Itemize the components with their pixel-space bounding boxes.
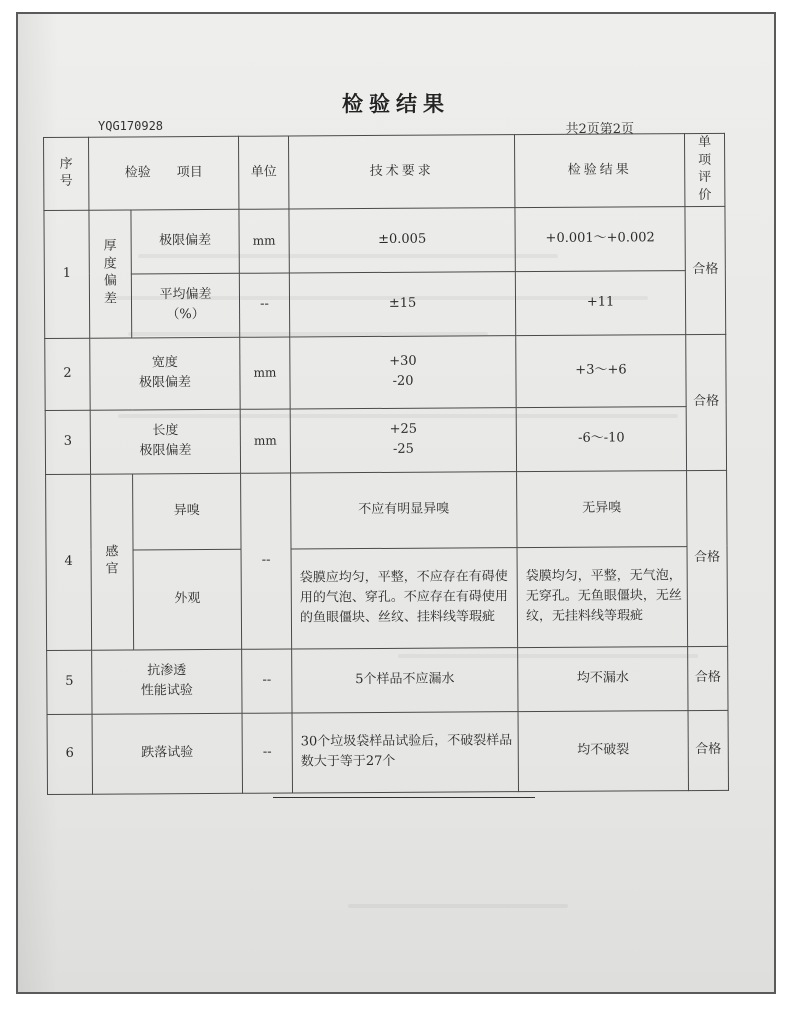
- header-requirement: 技术要求: [289, 135, 515, 209]
- table-row: [47, 710, 728, 794]
- row-5-evaluation: 合格: [688, 646, 728, 710]
- header-no: 序号: [44, 137, 89, 210]
- table-row: [46, 546, 728, 650]
- row-4b-result: 袋膜均匀，平整，无气泡，无穿孔。无鱼眼僵块，无丝纹，无挂料线等瑕疵: [517, 546, 688, 647]
- document-title: 检验结果: [342, 91, 450, 116]
- row-4-unit: --: [241, 473, 292, 649]
- row-3-unit: mm: [240, 409, 290, 473]
- row-1a-unit: mm: [239, 209, 289, 273]
- row-2-unit: mm: [240, 337, 290, 409]
- row-1b-requirement: ±15: [289, 271, 515, 336]
- row-6-requirement: 30个垃圾袋样品试验后，不破裂样品数大于等于27个: [292, 711, 518, 792]
- row-6-item: 跌落试验: [92, 713, 243, 794]
- table-row: [47, 646, 728, 714]
- row-2-result: +3～+6: [516, 334, 686, 407]
- row-4a-requirement: 不应有明显异嗅: [291, 471, 517, 548]
- page-info: 共2页第2页: [565, 122, 634, 137]
- row-2-item: 宽度 极限偏差: [90, 337, 240, 410]
- header-evaluation: 单项评价: [685, 133, 725, 206]
- end-of-report-line: [273, 797, 535, 798]
- table-row: [44, 206, 725, 274]
- row-4-no: 4: [46, 474, 92, 650]
- row-3-requirement: +25 -25: [290, 407, 516, 472]
- header-row: [44, 133, 725, 210]
- bleed-through-line: [348, 904, 568, 908]
- header-unit: 单位: [239, 136, 289, 209]
- row-1-evaluation: 合格: [685, 206, 726, 334]
- row-5-item: 抗渗透 性能试验: [92, 649, 242, 714]
- results-table: [43, 133, 729, 795]
- row-5-result: 均不漏水: [518, 646, 688, 711]
- results-table-wrapper: [43, 133, 728, 770]
- row-2-no: 2: [45, 338, 90, 410]
- row-5-requirement: 5个样品不应漏水: [292, 647, 518, 712]
- row-3-result: -6～-10: [516, 406, 686, 471]
- row-1b-unit: --: [239, 273, 289, 337]
- row-6-evaluation: 合格: [688, 710, 728, 790]
- header-result: 检验结果: [515, 134, 685, 208]
- row-5-no: 5: [47, 650, 92, 714]
- row-3-item: 长度 极限偏差: [90, 409, 240, 474]
- table-row: [44, 270, 725, 338]
- row-6-result: 均不破裂: [518, 710, 688, 791]
- row-2-3-evaluation: 合格: [686, 334, 727, 470]
- row-1a-result: +0.001～+0.002: [515, 206, 685, 271]
- row-6-unit: --: [242, 713, 292, 793]
- row-4-group: 感官: [91, 474, 134, 650]
- row-4a-result: 无异嗅: [517, 470, 687, 547]
- row-2-requirement: +30 -20: [290, 335, 516, 408]
- row-1b-result: +11: [515, 270, 685, 335]
- row-1a-requirement: ±0.005: [289, 207, 515, 272]
- table-row: [45, 334, 726, 410]
- row-4b-requirement: 袋膜应均匀，平整，不应存在有碍使用的气泡、穿孔。不应存在有碍使用的鱼眼僵块、丝纹、挂料线等瑕疵: [291, 547, 518, 648]
- header-item: 检验 项目: [89, 136, 239, 210]
- row-5-unit: --: [242, 649, 292, 713]
- report-code: YQG170928: [98, 119, 164, 133]
- row-4b-item: 外观: [133, 549, 242, 650]
- row-6-no: 6: [47, 714, 92, 794]
- row-4a-item: 异嗅: [133, 473, 241, 550]
- table-row: [46, 470, 727, 550]
- table-row: [45, 406, 726, 474]
- row-4-evaluation: 合格: [687, 470, 728, 646]
- row-1-group: 厚度偏差: [89, 210, 132, 338]
- document-page: [16, 12, 776, 994]
- row-1a-item: 极限偏差: [131, 209, 239, 274]
- row-3-no: 3: [45, 410, 90, 474]
- row-1b-item: 平均偏差 （%）: [131, 273, 239, 338]
- row-1-no: 1: [44, 210, 90, 338]
